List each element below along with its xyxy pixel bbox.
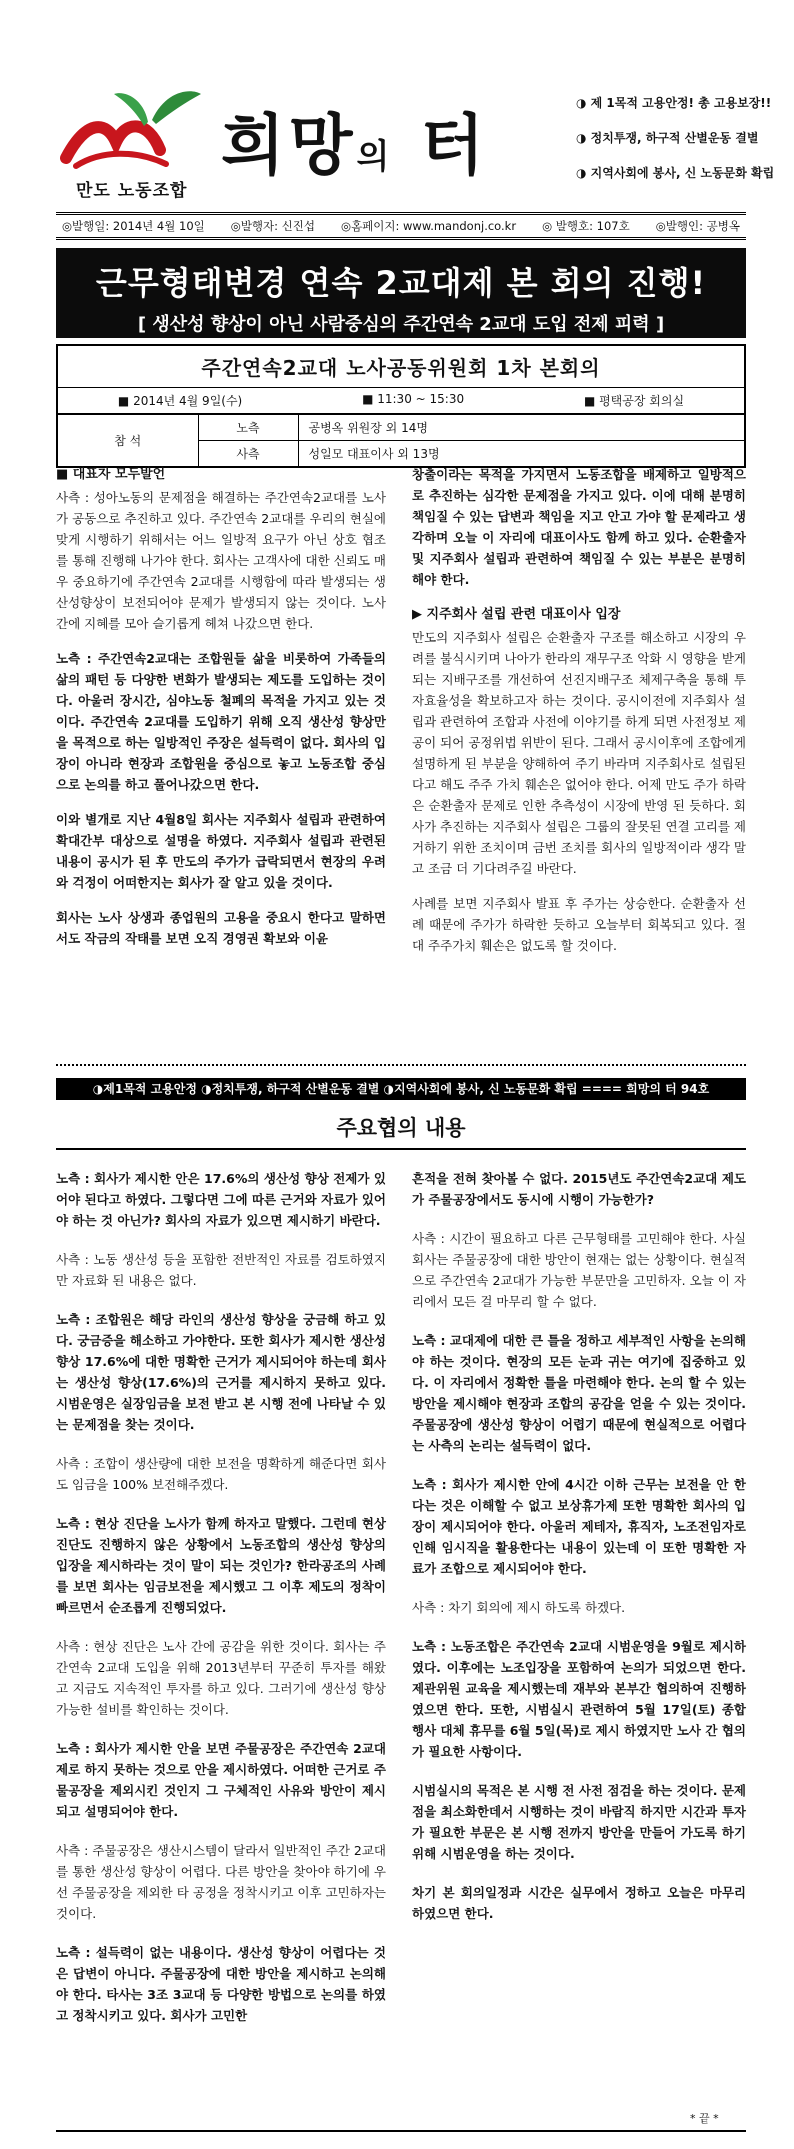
issuer: ◎발행인: 공병옥 (655, 219, 740, 233)
publication-info-bar (56, 212, 746, 240)
paragraph: 사측 : 주물공장은 생산시스템이 달라서 일반적인 주간 2교대를 통한 생산성 향상이 어렵다. 다른 방안을 찾아야 하기에 우선 주물공장을 제외한 타 공정을 정착시키고 이후 고민하자는 것이다. (56, 1843, 386, 1921)
section-divider (56, 1064, 746, 1066)
paragraph: 사측 : 차기 회의에 제시 하도록 하겠다. (412, 1600, 626, 1615)
article2-right-column (412, 1168, 746, 1942)
publish-date: ◎발행일: 2014년 4월 10일 (62, 219, 205, 233)
paragraph: 흔적을 전혀 찾아볼 수 없다. 2015년도 주간연속2교대 제도가 주물공장에서도 동시에 시행이 가능한가? (412, 1171, 746, 1207)
paragraph: 노측 : 교대제에 대한 큰 틀을 정하고 세부적인 사항을 논의해야 하는 것이다. 현장의 모든 눈과 귀는 여기에 집중하고 있다. 이 자리에서 정확한 틀을 마련해야 한다. 논의 할 수 있는 방안을 제시해야 현장과 조합의 공감을 얻을 수 있는 것이다. 주물공장에 생산성 향상이 어렵기 때문에 현실적으로 어렵다는 사측의 논리는 설득력이 없다. (412, 1333, 746, 1453)
meeting-time: ■ 11:30 ~ 15:30 (362, 392, 465, 406)
attendance-table (58, 414, 744, 466)
meeting-date: ■ 2014년 4월 9일(수) (117, 394, 243, 408)
headline-main: 근무형태변경 연속 2교대제 본 회의 진행! (95, 264, 707, 302)
paragraph: 만도의 지주회사 설립은 순환출자 구조를 해소하고 시장의 우려를 불식시키며 나아가 한라의 재무구조 악화 시 영향을 받게 되는 지배구조를 개선하여 선진지배구조 체제구축을 통해 투자효율성을 확보하고자 하는 것이다. 공시이전에 지주회사 설립과 관련하여 조합과 사전에 이야기를 하게 되면 사전정보 제공이 되어 공정위법 위반이 된다. 그래서 공시이후에 조합에게 설명하게 된 부분을 양해하여 주기 바라며 지주회사로 설립된다고 해도 주주 가치 훼손은 없어야 한다. 어제 만도 주가 하락은 순환출자 문제로 인한 추측성이 시장에 반영 된 듯하다. 회사가 추진하는 지주회사 설립은 그룹의 잘못된 연결 고리를 제거하기 위한 조치이며 금번 조치를 회사의 일방적이라 생각 말고 조금 더 기다려주길 바란다. (412, 630, 746, 876)
paragraph: 사측 : 조합이 생산량에 대한 보전을 명확하게 해준다면 회사도 임금을 100% 보전해주겠다. (56, 1456, 386, 1492)
slogan-ticker: ◑제1목적 고용안정 ◑정치투쟁, 하구적 산별운동 결별 ◑지역사회에 봉사, 신 노동문화 확립 ==== 희망의 터 94호 (56, 1078, 746, 1100)
publisher: ◎발행자: 신진섭 (230, 219, 315, 233)
paragraph: 차기 본 회의일정과 시간은 실무에서 정하고 오늘은 마무리 하였으면 한다. (412, 1885, 746, 1921)
slogan-item: ◑ 제 1목적 고용안정! 총 고용보장!! (576, 96, 772, 110)
paragraph: 사례를 보면 지주회사 발표 후 주가는 상승한다. 순환출자 선례 때문에 주가가 하락한 듯하고 오늘부터 회복되고 있다. 절대 주주가치 훼손은 없도록 할 것이다. (412, 896, 746, 953)
paragraph: 시범실시의 목적은 본 시행 전 사전 점검을 하는 것이다. 문제점을 최소화한데서 시행하는 것이 바람직 하지만 시간과 투자가 필요한 부문은 본 시행 전까지 방안을 만들어 가도록 하기위해 시범운영을 하는 것이다. (412, 1783, 746, 1861)
paragraph: 노측 : 현상 진단을 노사가 함께 하자고 말했다. 그런데 현상 진단도 진행하지 않은 상황에서 노동조합의 생산성 향상의 입장을 제시하라는 것이 말이 되는 것인가? 한라공조의 사례를 보면 회사는 임금보전을 제시했고 그 이후 제도의 정착이 빠르면서 순조롭게 진행되었다. (56, 1516, 386, 1615)
paragraph: 사측 : 노동 생산성 등을 포함한 전반적인 자료를 검토하였지만 자료화 된 내용은 없다. (56, 1252, 386, 1288)
side-label: 사측 (198, 441, 298, 467)
meeting-info-table (56, 344, 746, 468)
bottom-rule (56, 2130, 746, 2132)
paragraph: 노측 : 회사가 제시한 안에 4시간 이하 근무는 보전을 안 한다는 것은 이해할 수 없고 보상휴가제 또한 명확한 회사의 입장이 제시되어야 한다. 아울러 제테자, 휴직자, 노조전임자로 인해 임시직을 활용한다는 내용이 있는데 이 또한 명확한 자료가 조합으로 제시되어야 한다. (412, 1477, 746, 1576)
union-name: 만도 노동조합 (76, 181, 188, 201)
headline-sub: [ 생산성 향상이 아닌 사람중심의 주간연속 2교대 도입 전제 피력 ] (137, 314, 665, 335)
paragraph: 노측 : 노동조합은 주간연속 2교대 시범운영을 9월로 제시하였다. 이후에는 노조입장을 포함하여 논의가 되었으면 한다. 제관위원 교육을 제시했는데 재부와 본부간 협의하여 진행하였으면 한다. 또한, 시범실시 관련하여 5월 17일(토) 종합 행사 대체 휴무를 6월 5일(목)로 제시 하였지만 노사 간 협의가 필요한 사항이다. (412, 1639, 746, 1759)
article2-left-column (56, 1168, 386, 2044)
meeting-meta (58, 388, 744, 414)
paragraph: 이와 별개로 지난 4월8일 회사는 지주회사 설립과 관련하여 확대간부 대상으로 설명을 하였다. 지주회사 설립과 관련된 내용이 공시가 된 후 만도의 주가가 급락되면서 현장의 우려와 걱정이 어떠한지는 회사가 잘 알고 있을 것이다. (56, 812, 386, 890)
masthead (56, 80, 775, 210)
section-heading: ▶ 지주회사 설립 관련 대표이사 입장 (412, 607, 621, 622)
attendance-label: 참 석 (58, 415, 198, 467)
section-heading: ■ 대표자 모두발언 (56, 467, 166, 482)
paragraph: 창출이라는 목적을 가지면서 노동조합을 배제하고 일방적으로 추진하는 심각한 문제점을 가지고 있다. 이에 대해 분명히 책임질 수 있는 답변과 책임을 지고 안고 가야 할 문제라고 생각하며 오늘 이 자리에 대표이사도 함께 하고 있다. 순환출자 및 지주회사 설립과 관련하여 책임질 수 있는 부분은 분명히 해야 한다. (412, 467, 746, 587)
paragraph: 회사는 노사 상생과 종업원의 고용을 중요시 한다고 말하면서도 작금의 작태를 보면 오직 경영권 확보와 이윤 (56, 910, 386, 946)
end-mark: * 끝 * (690, 2112, 719, 2125)
paragraph: 노측 : 회사가 제시한 안은 17.6%의 생산성 향상 전제가 있어야 된다고 하였다. 그렇다면 그에 따른 근거와 자료가 있어야 하는 것 아닌가? 회사의 자료가 있으면 제시하기 바란다. (56, 1171, 386, 1228)
meeting-title: 주간연속2교대 노사공동위원회 1차 본회의 (58, 346, 744, 388)
slogan-item: ◑ 정치투쟁, 하구적 산별운동 결별 (576, 131, 759, 145)
table-row (58, 415, 744, 441)
side-label: 노측 (198, 415, 298, 441)
homepage-link[interactable]: ◎홈페이지: www.mandonj.co.kr (341, 219, 517, 233)
slogan-list (576, 94, 786, 199)
paragraph: 노측 : 주간연속2교대는 조합원들 삶을 비롯하여 가족들의 삶의 패턴 등 다양한 변화가 발생되는 제도를 도입하는 것이다. 아울러 장시간, 심야노동 철폐의 목적을 가지고 있는 것이다. 주간연속 2교대를 도입하기 위해 오직 생산성 향상만을 목적으로 하는 일방적인 주장은 설득력이 없다. 회사의 입장이 아니라 현장과 조합원을 중심으로 놓고 노동조합 중심으로 논의를 하고 풀어나갔으면 한다. (56, 651, 386, 792)
members: 공병옥 위원장 외 14명 (298, 415, 744, 441)
paragraph: 사측 : 시간이 필요하고 다른 근무형태를 고민해야 한다. 사실 회사는 주물공장에 대한 방안이 현재는 없는 상황이다. 현실적으로 주간연속 2교대가 가능한 부문만을 고민하자. 오늘 이 자리에서 모든 걸 마무리 할 수 없다. (412, 1231, 746, 1309)
paragraph: 노측 : 설득력이 없는 내용이다. 생산성 향상이 어렵다는 것은 답변이 아니다. 주물공장에 대한 방안을 제시하고 논의해야 한다. 타사는 3조 3교대 등 다양한 방법으로 논의를 하였고 정착시키고 있다. 회사가 고민한 (56, 1945, 386, 2023)
union-logo-icon (56, 80, 206, 180)
paragraph: 사측 : 현상 진단은 노사 간에 공감을 위한 것이다. 회사는 주간연속 2교대 도입을 위해 2013년부터 꾸준히 투자를 해왔고 지금도 지속적인 투자를 하고 있다. 그러기에 생산성 향상 가능한 설비를 확인하는 것이다. (56, 1639, 386, 1717)
slogan-item: ◑ 지역사회에 봉사, 신 노동문화 확립 (576, 166, 775, 180)
meeting-place: ■ 평택공장 회의실 (583, 394, 685, 408)
article1-left-column (56, 464, 386, 963)
newsletter-title: 희망의 터 (221, 107, 489, 184)
paragraph: 사측 : 성아노동의 문제점을 해결하는 주간연속2교대를 노사가 공동으로 추진하고 있다. 주간연속 2교대를 우리의 현실에 맞게 시행하기 위해서는 어느 일방적 요구가 아닌 상호 협조를 통해 진행해 나가야 한다. 회사는 고객사에 대한 신뢰도 매우 중요하기에 주간연속 2교대를 시행함에 따라 발생되는 생산성향상이 보전되어야 문제가 발생되지 않는 것이다. 노사 간에 지혜를 모아 슬기롭게 헤쳐 나갔으면 한다. (56, 490, 386, 631)
article2-title: 주요협의 내용 (56, 1112, 746, 1150)
issue-number: ◎ 발행호: 107호 (542, 219, 630, 233)
paragraph: 노측 : 조합원은 해당 라인의 생산성 향상을 궁금해 하고 있다. 궁금증을 해소하고 가야한다. 또한 회사가 제시한 생산성 향상 17.6%에 대한 명확한 근거가 제시되어야 하는데 회사는 생산성 향상(17.6%)의 근거를 제시하지 못하고 있다. 시범운영은 실장임금을 보전 받고 본 시행 전에 나타날 수 있는 문제점을 찾는 것이다. (56, 1312, 386, 1432)
headline-banner (56, 248, 746, 338)
paragraph: 노측 : 회사가 제시한 안을 보면 주물공장은 주간연속 2교대제로 하지 못하는 것으로 안을 제시하였다. 어떠한 근거로 주물공장을 제외시킨 것인지 그 구체적인 사유와 방안이 제시되고 설명되어야 한다. (56, 1741, 386, 1819)
members: 성일모 대표이사 외 13명 (298, 441, 744, 467)
article1-right-column (412, 464, 746, 970)
